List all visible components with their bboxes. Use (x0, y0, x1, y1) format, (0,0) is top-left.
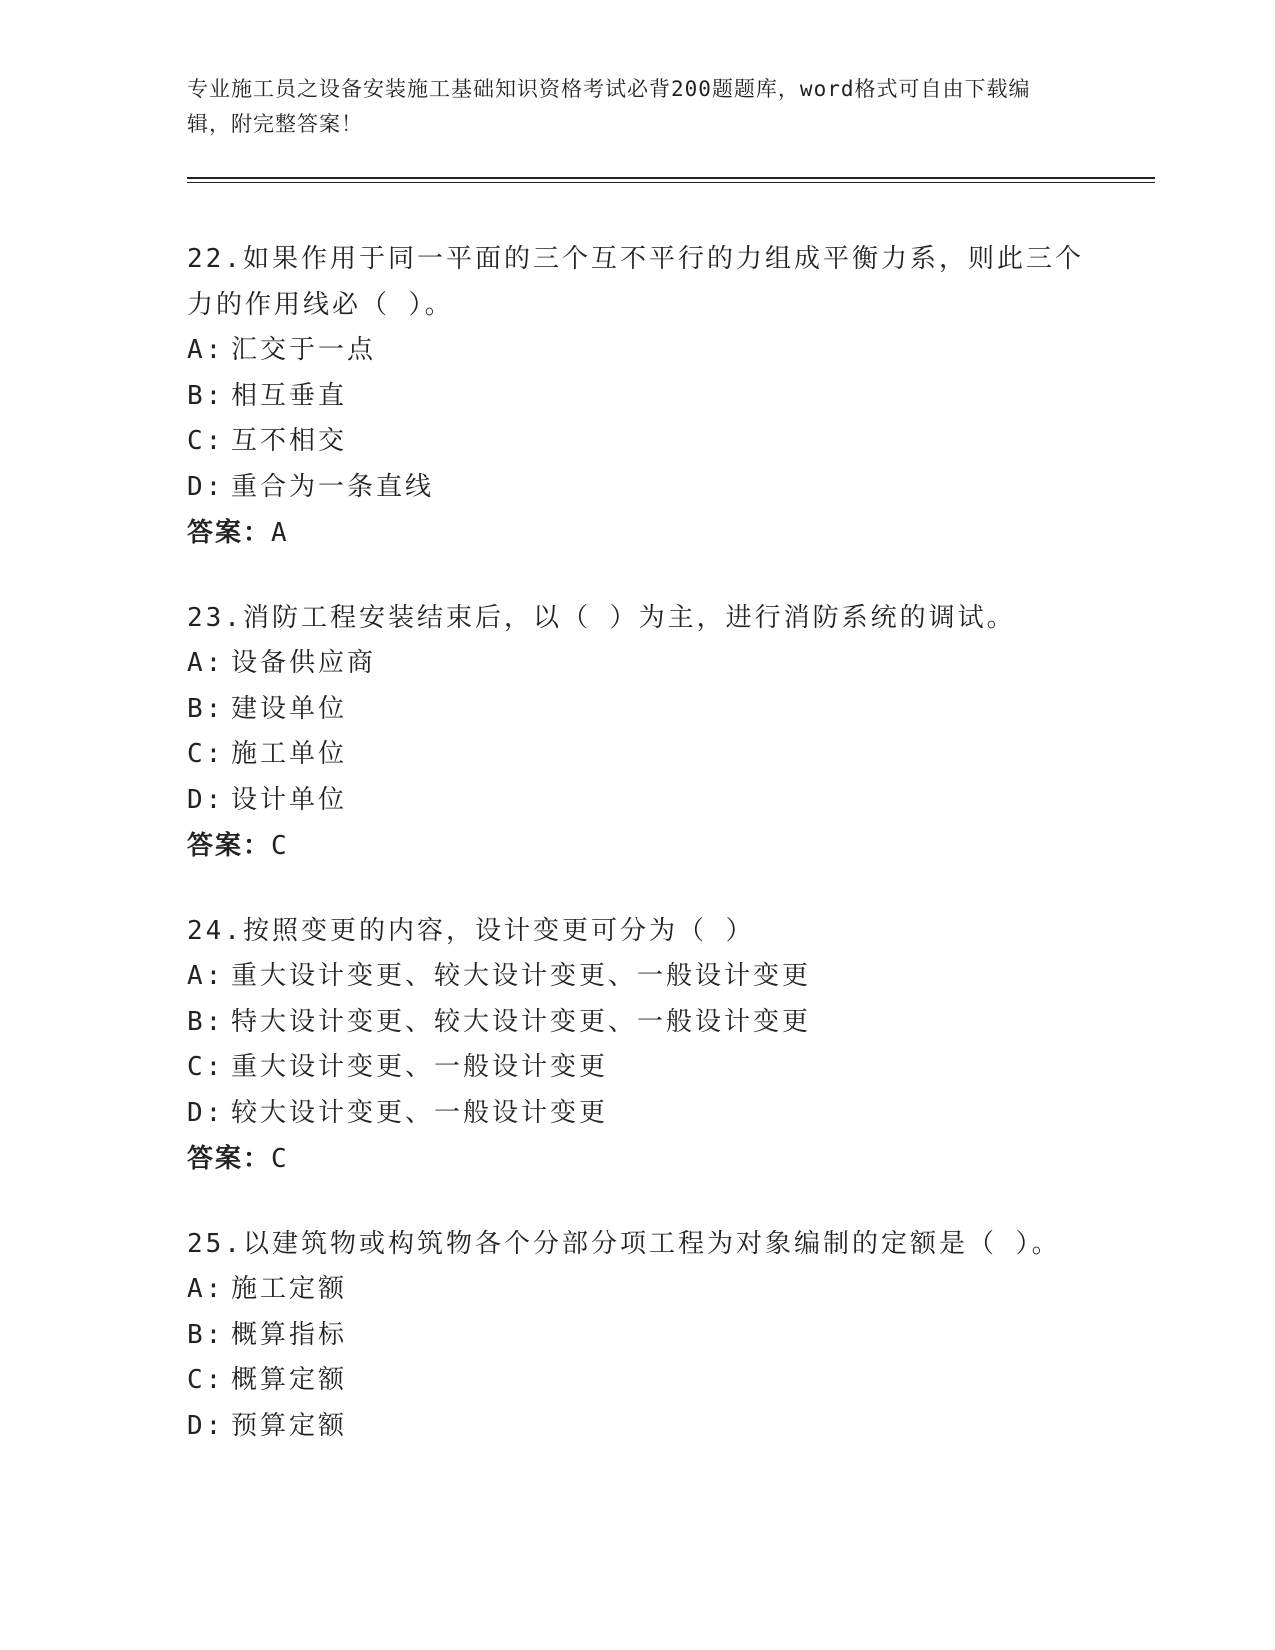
option-letter: A: (187, 335, 225, 365)
option-letter: B: (187, 693, 225, 724)
option-text: 相互垂直 (231, 380, 348, 411)
option-d (187, 1091, 1087, 1137)
option-letter: C: (187, 426, 225, 456)
option-letter: C: (187, 739, 225, 769)
option-b (187, 1000, 1087, 1046)
answer-line (187, 1136, 1087, 1182)
answer-value: C (271, 831, 289, 861)
option-letter: C: (187, 1365, 225, 1395)
answer-line (187, 510, 1087, 556)
option-b (187, 687, 1087, 733)
option-a (187, 328, 1087, 374)
option-text: 较大设计变更、一般设计变更 (231, 1097, 609, 1128)
option-b (187, 1313, 1087, 1359)
option-letter: B: (187, 380, 225, 411)
option-letter: C: (187, 1052, 225, 1082)
option-text: 建设单位 (231, 693, 348, 724)
question-stem: 23.消防工程安装结束后，以（ ）为主，进行消防系统的调试。 (187, 603, 1016, 633)
document-header: 专业施工员之设备安装施工基础知识资格考试必背200题题库，word格式可自由下载编辑，附完整答案！ (187, 77, 1031, 136)
question-22 (187, 236, 1087, 556)
option-text: 概算定额 (231, 1365, 348, 1395)
option-letter: A: (187, 1274, 225, 1304)
option-text: 概算指标 (231, 1319, 348, 1350)
answer-label: 答案： (187, 518, 272, 548)
option-text: 施工单位 (231, 739, 348, 769)
option-text: 重合为一条直线 (231, 471, 435, 502)
question-list (187, 236, 1087, 1488)
question-stem: 25.以建筑物或构筑物各个分部分项工程为对象编制的定额是（ ）。 (187, 1229, 1061, 1259)
header-rule-thin (187, 182, 1155, 183)
question-stem: 22.如果作用于同一平面的三个互不平行的力组成平衡力系，则此三个力的作用线必（ ）。 (187, 244, 1084, 320)
option-text: 汇交于一点 (231, 335, 377, 365)
question-stem: 24.按照变更的内容，设计变更可分为（ ） (187, 916, 755, 946)
question-25 (187, 1221, 1087, 1449)
header-rule-thick (187, 177, 1155, 179)
option-a (187, 954, 1087, 1000)
option-d (187, 778, 1087, 824)
option-text: 设备供应商 (231, 648, 377, 678)
answer-line (187, 823, 1087, 869)
option-a (187, 641, 1087, 687)
option-letter: A: (187, 961, 225, 991)
option-letter: B: (187, 1006, 225, 1037)
option-text: 互不相交 (231, 426, 348, 456)
option-d (187, 465, 1087, 511)
question-24 (187, 908, 1087, 1182)
option-text: 重大设计变更、较大设计变更、一般设计变更 (231, 961, 812, 991)
option-text: 重大设计变更、一般设计变更 (231, 1052, 609, 1082)
option-letter: B: (187, 1319, 225, 1350)
option-letter: D: (187, 1410, 225, 1441)
answer-value: C (271, 1144, 289, 1174)
option-b (187, 374, 1087, 420)
question-23 (187, 595, 1087, 869)
option-letter: A: (187, 648, 225, 678)
answer-label: 答案： (187, 831, 272, 861)
option-c (187, 1358, 1087, 1404)
option-text: 设计单位 (231, 784, 348, 815)
option-c (187, 732, 1087, 778)
option-letter: D: (187, 784, 225, 815)
option-text: 预算定额 (231, 1410, 348, 1441)
option-letter: D: (187, 471, 225, 502)
answer-value: A (271, 518, 289, 548)
answer-label: 答案： (187, 1144, 272, 1174)
option-text: 特大设计变更、较大设计变更、一般设计变更 (231, 1006, 812, 1037)
option-c (187, 1045, 1087, 1091)
option-text: 施工定额 (231, 1274, 348, 1304)
option-c (187, 419, 1087, 465)
option-a (187, 1267, 1087, 1313)
option-d (187, 1404, 1087, 1450)
option-letter: D: (187, 1097, 225, 1128)
